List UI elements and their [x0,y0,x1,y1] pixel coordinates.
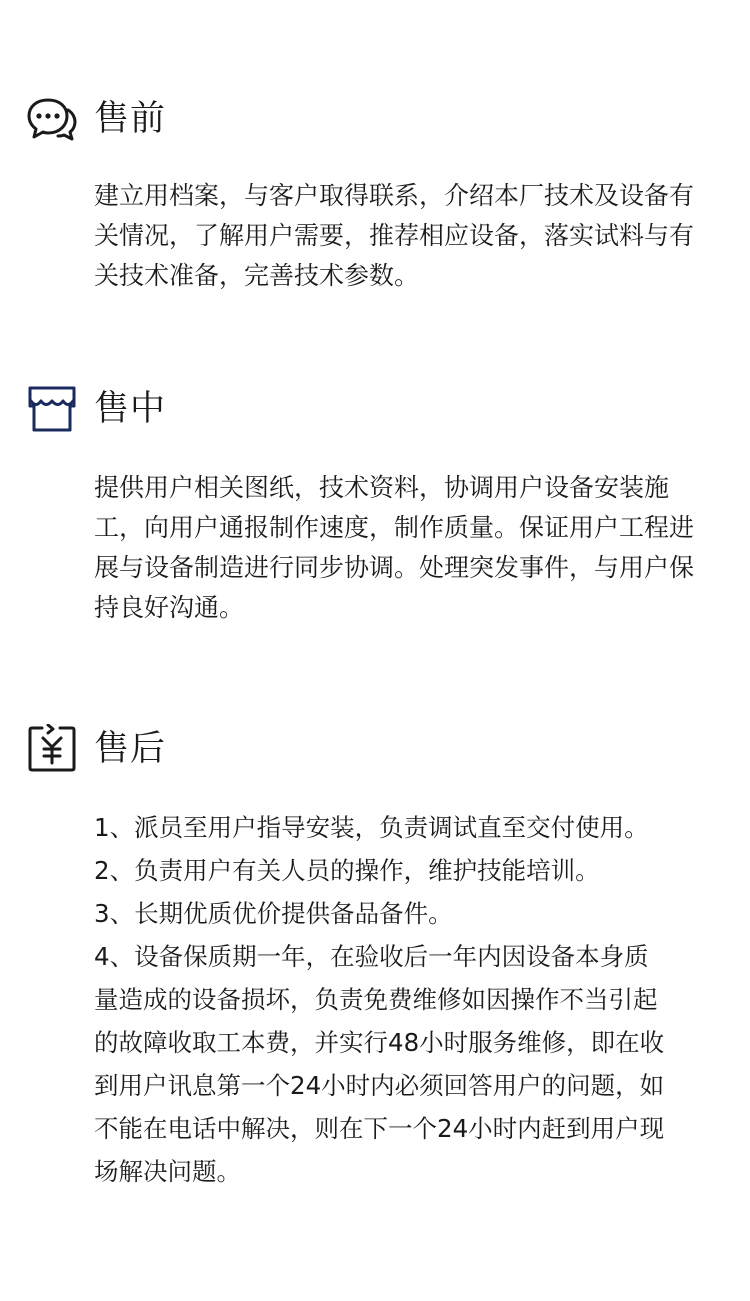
in-sale-text: 提供用户相关图纸，技术资料，协调用户设备安装施工，向用户通报制作速度，制作质量。保证用户工程进展与设备制造进行同步协调。处理突发事件，与用户保持良好沟通。 [94,473,695,622]
in-sale-text-block [94,468,714,628]
after-sale-list [94,806,714,1193]
after-sale-item: 4、设备保质期一年，在验收后一年内因设备本身质量造成的设备损坏，负责免费维修如因操作不当引起的故障收取工本费，并实行48小时服务维修，即在收到用户讯息第一个24小时内必须回答用户的问题，如不能在电话中解决，则在下一个24小时内赶到用户现场解决问题。 [94,942,665,1186]
pre-sale-text: 建立用档案，与客户取得联系，介绍本厂技术及设备有关情况，了解用户需要，推荐相应设备，落实试料与有关技术准备，完善技术参数。 [94,181,695,290]
yuan-refund-icon [26,724,78,774]
in-sale-title: 售中 [94,389,167,429]
pre-sale-header [26,94,166,144]
in-sale-header [26,384,166,434]
after-sale-title: 售后 [94,729,167,769]
after-sale-item: 2、负责用户有关人员的操作，维护技能培训。 [94,856,600,885]
pre-sale-text-block [94,176,714,296]
after-sale-header [26,724,166,774]
chat-bubbles-icon [26,94,78,144]
package-box-icon [26,384,78,434]
pre-sale-title: 售前 [94,99,167,139]
after-sale-item: 1、派员至用户指导安装，负责调试直至交付使用。 [94,813,649,842]
after-sale-item: 3、长期优质优价提供备品备件。 [94,899,453,928]
